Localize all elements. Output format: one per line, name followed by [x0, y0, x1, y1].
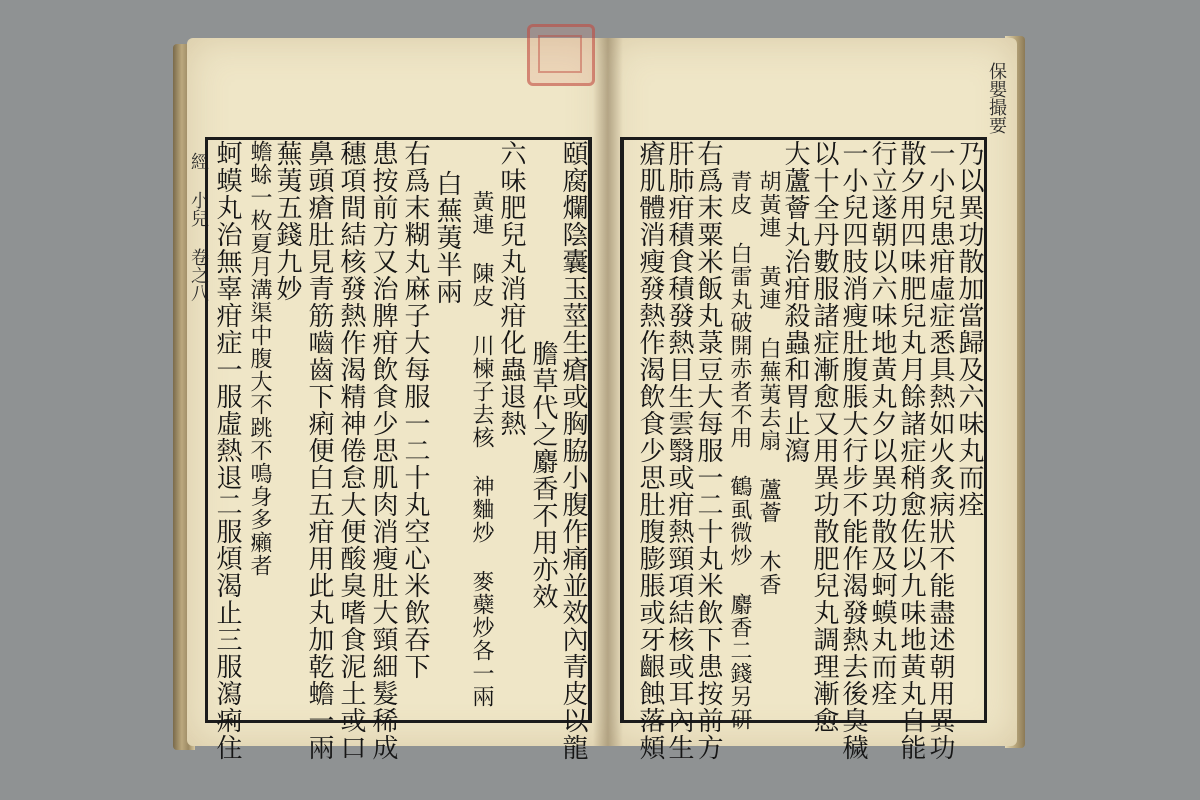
text-column: 蕪荑五錢九妙 — [272, 140, 302, 302]
left-text-frame — [205, 137, 592, 761]
text-column: 散夕用四味肥兒丸月餘諸症稍愈佐以九味地黃丸自能 — [896, 140, 926, 761]
text-column: 黃連 陳皮 川楝子去核 神麯炒 麥蘗炒各一兩 — [469, 190, 494, 708]
right-margin-note: 保嬰撮要 — [986, 62, 1007, 134]
text-column: 行立遂朝以六味地黃丸夕以異功散及蚵蟆丸而痊 — [867, 140, 897, 707]
text-column: 一小兒患疳虛症悉具熱如火炙病狀不能盡述朝用異功 — [925, 140, 955, 761]
red-seal-stamp — [527, 24, 595, 86]
text-column: 六味肥兒丸消疳化蟲退熱 — [496, 140, 526, 437]
text-column: 右爲末糊丸麻子大每服一二十丸空心米飲吞下 — [400, 140, 430, 680]
text-column: 頤腐爛陰囊玉莖生瘡或胸脇小腹作痛並效內青皮以龍 — [558, 140, 588, 761]
text-column: 胡黃連 黃連 白蕪荑去扇 蘆薈 木香 — [756, 170, 781, 596]
text-column: 蚵蟆丸治無辜疳症一服虛熱退二服煩渴止三服瀉痢住 — [212, 140, 242, 761]
left-margin-note: 經 小兒 卷之八 — [188, 152, 209, 302]
text-column: 穗項間結核發熱作渴精神倦怠大便酸臭嗜食泥土或口 — [336, 140, 366, 761]
text-column: 青皮 白雷丸破開赤者不用 鶴虱微炒 麝香二錢另研 — [727, 170, 752, 731]
text-column: 一小兒四肢消瘦肚腹脹大行步不能作渴發熱去後臭穢 — [838, 140, 868, 761]
text-column: 大蘆薈丸治疳殺蟲和胃止瀉 — [780, 140, 810, 464]
text-column: 瘡肌體消瘦發熱作渴飲食少思肚腹膨脹或牙齦蝕落頰 — [635, 140, 665, 761]
right-text-frame — [620, 137, 987, 761]
text-column: 蟾蜍一枚夏月溝渠中腹大不跳不鳴身多癩者 — [247, 140, 272, 577]
open-book — [165, 32, 1045, 762]
text-column: 右爲末粟米飯丸菉豆大每服一二十丸米飲下患按前方 — [693, 140, 723, 761]
text-column: 白蕪荑半兩 — [432, 170, 462, 305]
text-column: 乃以異功散加當歸及六味丸而痊 — [954, 140, 984, 518]
text-column: 膽草代之麝香不用亦效 — [528, 340, 558, 610]
text-column: 患按前方又治脾疳飲食少思肌肉消瘦肚大頸細髮稀成 — [368, 140, 398, 761]
text-column: 肝肺疳積食積發熱目生雲翳或疳熱頸項結核或耳內生 — [664, 140, 694, 761]
text-column: 鼻頭瘡肚見青筋嚙齒下痢便白五疳用此丸加乾蟾一兩 — [304, 140, 334, 761]
text-column: 以十全丹數服諸症漸愈又用異功散肥兒丸調理漸愈 — [809, 140, 839, 734]
book-gutter — [593, 38, 623, 746]
